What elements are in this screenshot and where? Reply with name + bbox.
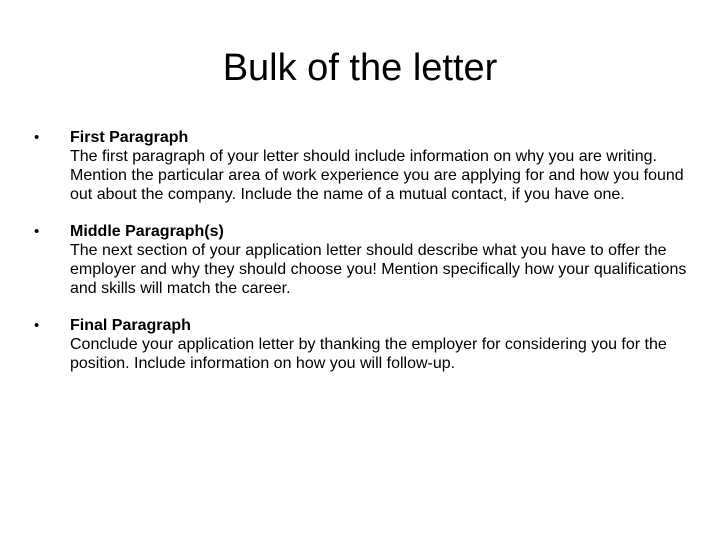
slide-title: Bulk of the letter xyxy=(222,47,498,89)
bullet-body: Conclude your application letter by thanking the employer for considering you for the position. Include information on how you will follow-up. xyxy=(70,336,667,372)
bullet-icon: • xyxy=(34,129,40,146)
bullet-icon: • xyxy=(34,223,40,240)
bullet-item-first-paragraph xyxy=(34,128,694,204)
bullet-item-final-paragraph xyxy=(34,316,694,373)
bullet-heading: Middle Paragraph(s) xyxy=(70,223,224,240)
bullet-body: The first paragraph of your letter should include information on why you are writing. Mention the particular area of work experience you are applying for and how you found out about the company. Include the name of a mutual contact, if you have one. xyxy=(70,148,684,203)
bullet-icon: • xyxy=(34,317,40,334)
bullet-body: The next section of your application letter should describe what you have to offer the employer and why they should choose you! Mention specifically how your qualifications and skills will match the career. xyxy=(70,242,687,297)
bullet-item-middle-paragraph xyxy=(34,222,694,298)
bullet-heading: First Paragraph xyxy=(70,129,189,146)
bullet-list xyxy=(34,128,694,373)
bullet-heading: Final Paragraph xyxy=(70,317,191,334)
